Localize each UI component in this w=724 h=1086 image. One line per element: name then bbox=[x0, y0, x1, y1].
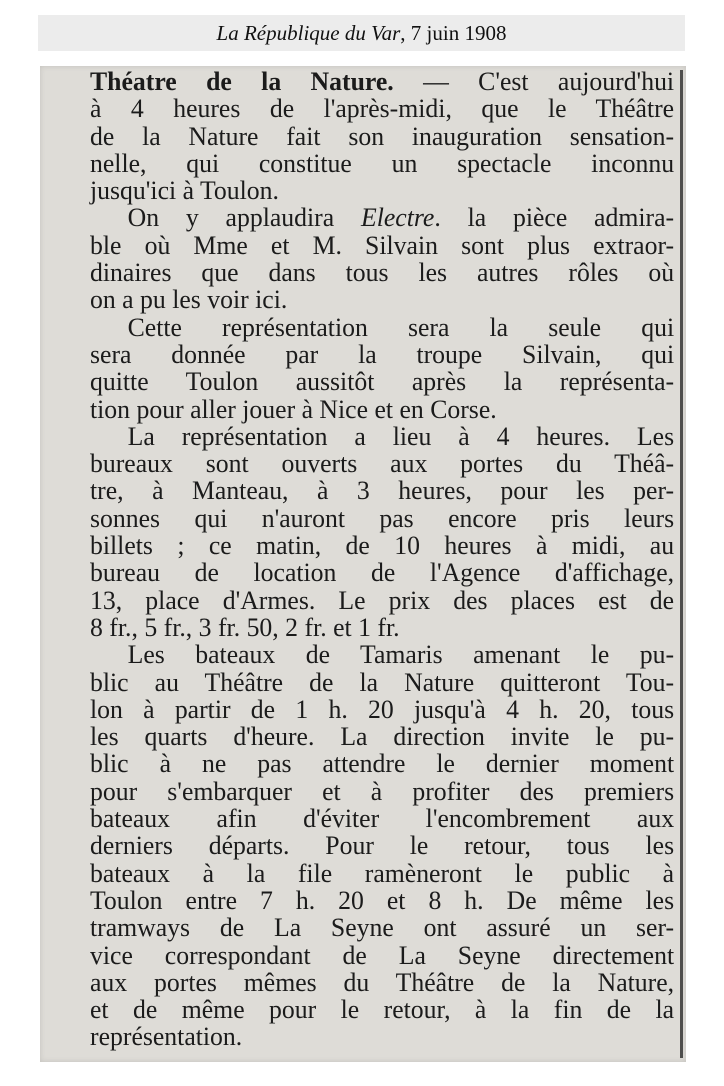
article-line: et de même pour le retour, à la fin de la bbox=[90, 995, 675, 1025]
play-title: Electre bbox=[360, 203, 435, 233]
article-line: on a pu les voir ici. bbox=[90, 285, 288, 315]
article-line: à 4 heures de l'après-midi, que le Théâtre bbox=[90, 94, 675, 124]
article-line: tre, à Manteau, à 3 heures, pour les per- bbox=[90, 476, 675, 506]
article-line: tramways de La Seyne ont assuré un ser- bbox=[90, 913, 675, 943]
article-line: Toulon entre 7 h. 20 et 8 h. De même les bbox=[90, 885, 675, 915]
publication-name: La République du Var bbox=[216, 20, 401, 45]
article-line: sera donnée par la troupe Silvain, qui bbox=[90, 339, 675, 369]
article-line: pour s'embarquer et à profiter des premiers bbox=[90, 776, 675, 806]
article-line: ble où Mme et M. Silvain sont plus extraor- bbox=[90, 230, 675, 260]
article-line: nelle, qui constitue un spectacle inconnu bbox=[90, 148, 675, 178]
article-line: représentation. bbox=[90, 1022, 243, 1052]
article-line: les quarts d'heure. La direction invite le pu- bbox=[90, 722, 675, 752]
article-line: bureau de location de l'Agence d'affichage, bbox=[90, 558, 675, 588]
article-line: lon à partir de 1 h. 20 jusqu'à 4 h. 20, tous bbox=[90, 694, 675, 724]
article-line: tion pour aller jouer à Nice et en Corse. bbox=[90, 394, 497, 424]
article-line: derniers départs. Pour le retour, tous les bbox=[90, 831, 675, 861]
article-line: dinaires que dans tous les autres rôles où bbox=[90, 258, 675, 288]
article-title: Théatre de la Nature. bbox=[90, 67, 394, 96]
article-line: On y applaudira Electre. la pièce admira- bbox=[127, 203, 675, 233]
article-line: Cette représentation sera la seule qui bbox=[127, 312, 675, 342]
article-line: 8 fr., 5 fr., 3 fr. 50, 2 fr. et 1 fr. bbox=[90, 612, 400, 642]
article-line: blic à ne pas attendre le dernier moment bbox=[90, 749, 675, 779]
article-line: Les bateaux de Tamaris amenant le pu- bbox=[127, 640, 675, 670]
article-line: de la Nature fait son inauguration sensation- bbox=[90, 121, 675, 151]
article-line: bureaux sont ouverts aux portes du Théâ- bbox=[90, 449, 675, 479]
article-line: jusqu'ici à Toulon. bbox=[90, 176, 279, 206]
article-line: La représentation a lieu à 4 heures. Les bbox=[127, 421, 675, 451]
article-line: 13, place d'Armes. Le prix des places est de bbox=[90, 585, 675, 615]
article-line: bateaux afin d'éviter l'encombrement aux bbox=[90, 804, 675, 834]
article-line: billets ; ce matin, de 10 heures à midi, au bbox=[90, 531, 675, 561]
article-line: sonnes qui n'auront pas encore pris leurs bbox=[90, 503, 675, 533]
article-line: aux portes mêmes du Théâtre de la Nature, bbox=[90, 967, 675, 997]
article-line: quitte Toulon aussitôt après la représenta- bbox=[90, 367, 675, 397]
article-line: blic au Théâtre de la Nature quitteront Tou- bbox=[90, 667, 675, 697]
article-line: vice correspondant de La Seyne directement bbox=[90, 940, 675, 970]
source-caption bbox=[38, 15, 685, 51]
article-text bbox=[90, 66, 680, 1051]
publication-date: , 7 juin 1908 bbox=[400, 20, 507, 45]
newspaper-clipping bbox=[40, 66, 686, 1062]
article-line: bateaux à la file ramèneront le public à bbox=[90, 858, 675, 888]
article-line: Théatre de la Nature. — C'est aujourd'hui bbox=[90, 67, 675, 96]
